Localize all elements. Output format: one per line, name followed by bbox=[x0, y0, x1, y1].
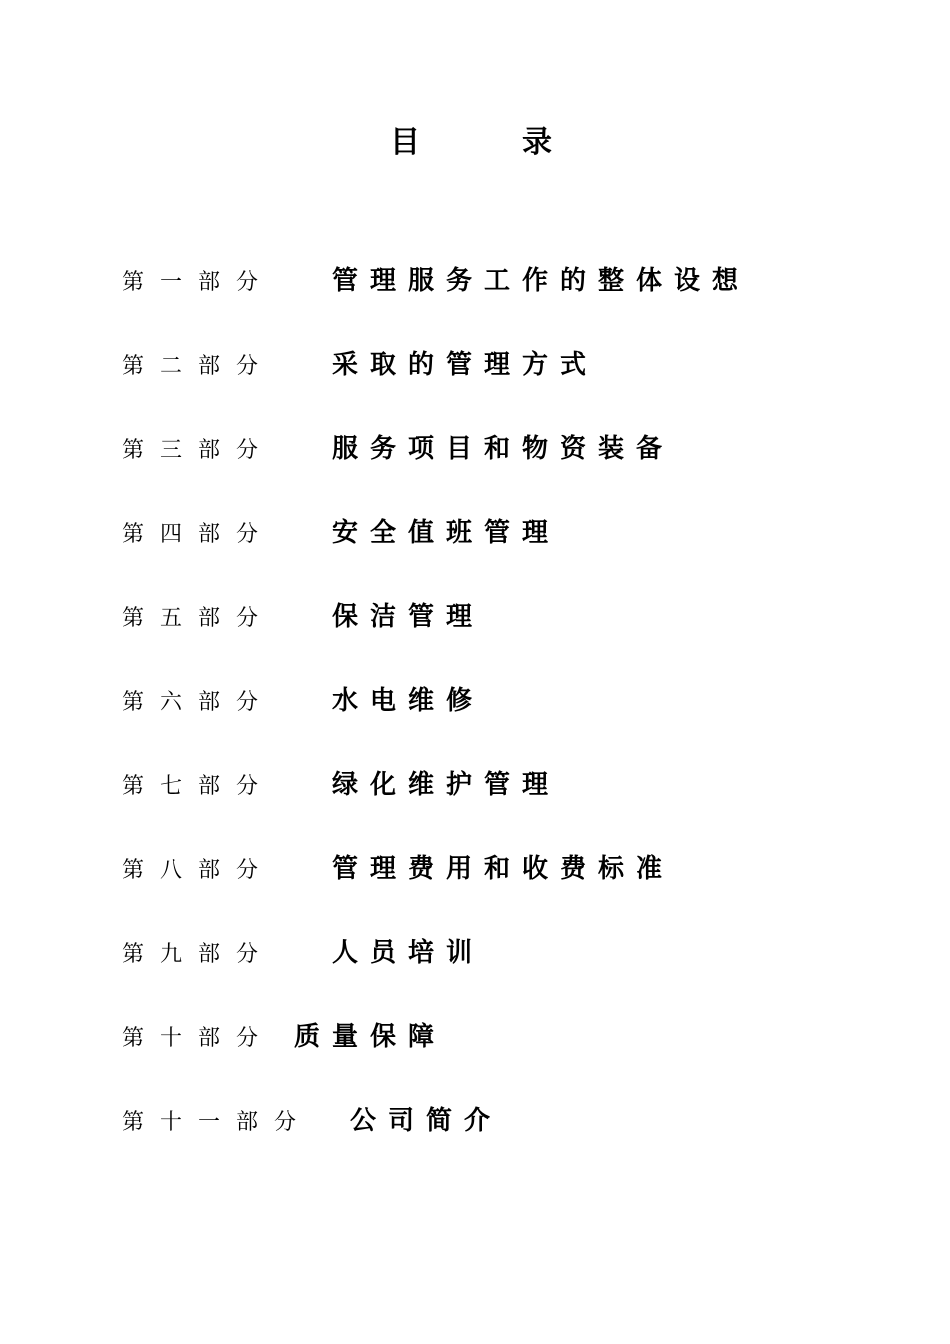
part-title: 水电维修 bbox=[332, 686, 485, 716]
part-label: 第三部分 bbox=[122, 438, 275, 463]
part-title: 绿化维护管理 bbox=[332, 770, 561, 800]
part-title: 采取的管理方式 bbox=[332, 350, 599, 380]
title-char-1: 目 bbox=[390, 125, 420, 160]
toc-row-1 bbox=[122, 258, 882, 308]
part-title: 质量保障 bbox=[294, 1022, 447, 1052]
part-title: 公司简介 bbox=[350, 1106, 503, 1136]
part-title: 管理服务工作的整体设想 bbox=[332, 266, 751, 296]
toc-row-5 bbox=[122, 594, 882, 644]
toc-row-11 bbox=[122, 1098, 882, 1148]
part-label: 第四部分 bbox=[122, 522, 275, 547]
part-title: 安全值班管理 bbox=[332, 518, 561, 548]
part-title: 人员培训 bbox=[332, 938, 485, 968]
part-label: 第七部分 bbox=[122, 774, 275, 799]
toc-row-6 bbox=[122, 678, 882, 728]
part-title: 服务项目和物资装备 bbox=[332, 434, 675, 464]
part-label: 第一部分 bbox=[122, 270, 275, 295]
part-label: 第八部分 bbox=[122, 858, 275, 883]
toc-row-10 bbox=[122, 1014, 882, 1064]
part-title: 保洁管理 bbox=[332, 602, 485, 632]
part-label: 第十一部分 bbox=[122, 1110, 313, 1135]
part-label: 第二部分 bbox=[122, 354, 275, 379]
part-label: 第十部分 bbox=[122, 1026, 275, 1051]
title-char-2: 录 bbox=[522, 125, 552, 160]
toc-row-4 bbox=[122, 510, 882, 560]
toc-row-9 bbox=[122, 930, 882, 980]
toc-row-3 bbox=[122, 426, 882, 476]
part-title: 管理费用和收费标准 bbox=[332, 854, 675, 884]
page-title bbox=[0, 118, 950, 168]
part-label: 第五部分 bbox=[122, 606, 275, 631]
toc-row-2 bbox=[122, 342, 882, 392]
part-label: 第六部分 bbox=[122, 690, 275, 715]
toc-row-7 bbox=[122, 762, 882, 812]
part-label: 第九部分 bbox=[122, 942, 275, 967]
toc-row-8 bbox=[122, 846, 882, 896]
